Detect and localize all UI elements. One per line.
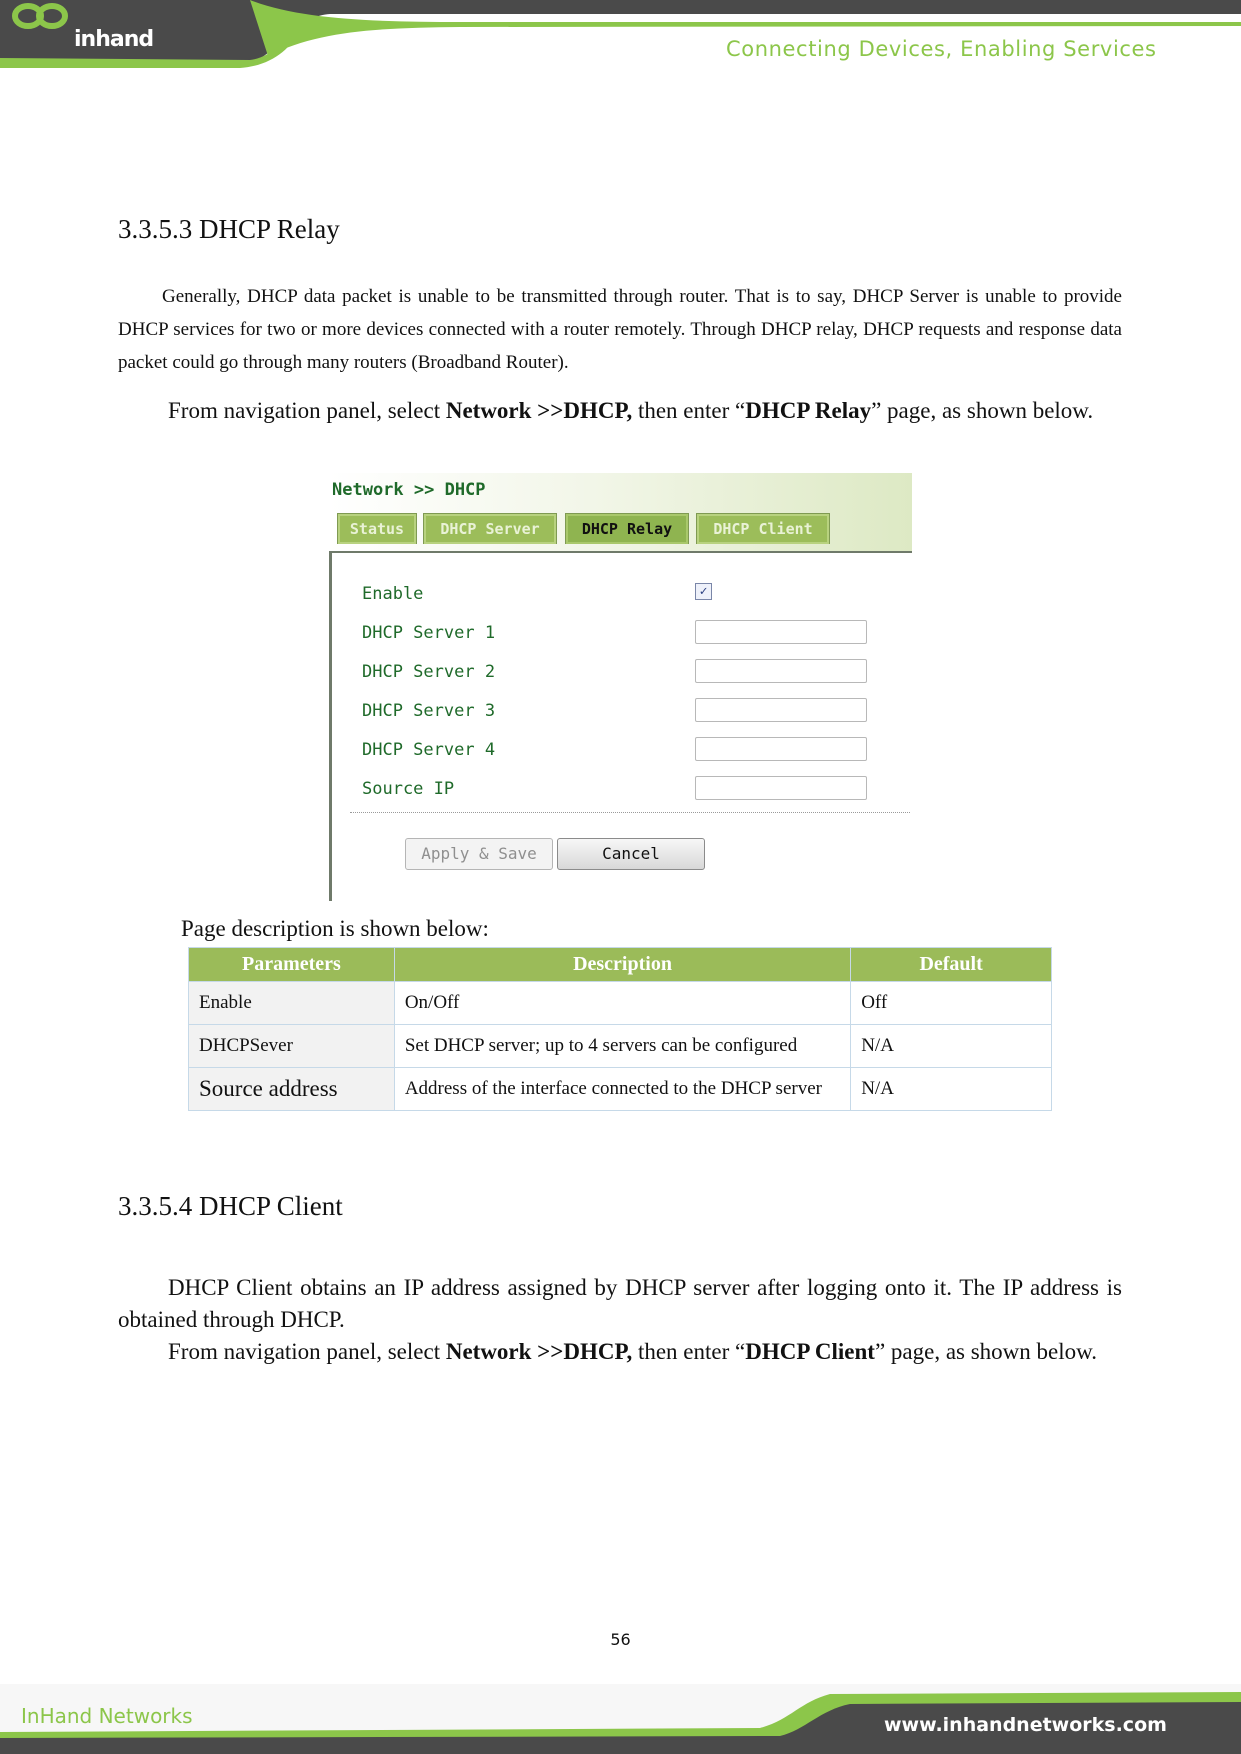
field-label-dhcp-server-1: DHCP Server 1 xyxy=(362,623,496,643)
parameter-table xyxy=(188,947,1052,1111)
inhand-logo-icon xyxy=(0,0,80,56)
page-header xyxy=(0,0,1241,70)
apply-save-button[interactable]: Apply & Save xyxy=(405,838,553,870)
header-default: Default xyxy=(851,948,1052,982)
table-row xyxy=(189,1025,1052,1068)
figure-header xyxy=(329,473,912,551)
table-row xyxy=(189,982,1052,1025)
dhcp-server-3-input[interactable] xyxy=(695,698,867,722)
section-heading-dhcp-client: 3.3.5.4 DHCP Client xyxy=(118,1191,343,1221)
relay-nav-paragraph xyxy=(118,395,1122,427)
tab-dhcp-client[interactable]: DHCP Client xyxy=(696,513,830,544)
relay-nav-mid: then enter “ xyxy=(632,398,746,423)
table-row xyxy=(189,1068,1052,1111)
client-nav-path: Network >>DHCP, xyxy=(445,1339,633,1364)
relay-nav-page: DHCP Relay xyxy=(745,398,872,423)
param-cell: Source address xyxy=(189,1068,395,1111)
header-description: Description xyxy=(394,948,850,982)
footer-website-link[interactable]: www.inhandnetworks.com xyxy=(884,1714,1167,1736)
tab-status[interactable]: Status xyxy=(337,513,417,544)
figure-breadcrumb: Network >> DHCP xyxy=(332,480,486,500)
field-label-source-ip: Source IP xyxy=(362,779,455,799)
cancel-button[interactable]: Cancel xyxy=(557,838,705,870)
tab-dhcp-server[interactable]: DHCP Server xyxy=(423,513,557,544)
footer-company: InHand Networks xyxy=(21,1704,193,1728)
desc-cell: Address of the interface connected to the DHCP server xyxy=(394,1068,850,1111)
tab-dhcp-relay[interactable]: DHCP Relay xyxy=(565,513,689,544)
figure-form-panel xyxy=(329,551,912,901)
dhcp-relay-screenshot xyxy=(329,473,912,901)
dhcp-server-2-input[interactable] xyxy=(695,659,867,683)
client-nav-suffix: ” page, as shown below. xyxy=(874,1339,1097,1364)
field-label-dhcp-server-2: DHCP Server 2 xyxy=(362,662,496,682)
default-cell: N/A xyxy=(851,1025,1052,1068)
client-nav-prefix: From navigation panel, select xyxy=(168,1339,446,1364)
relay-nav-suffix: ” page, as shown below. xyxy=(871,398,1094,423)
header-parameters: Parameters xyxy=(189,948,395,982)
desc-cell: On/Off xyxy=(394,982,850,1025)
field-label-dhcp-server-4: DHCP Server 4 xyxy=(362,740,496,760)
page-number: 56 xyxy=(610,1630,631,1649)
relay-nav-prefix: From navigation panel, select xyxy=(168,398,446,423)
enable-checkbox[interactable]: ✓ xyxy=(695,583,712,600)
dhcp-server-1-input[interactable] xyxy=(695,620,867,644)
field-label-dhcp-server-3: DHCP Server 3 xyxy=(362,701,496,721)
form-separator xyxy=(350,812,910,813)
client-intro-paragraph: DHCP Client obtains an IP address assigned by DHCP server after logging onto it. The IP address is obtained through DHCP. xyxy=(118,1275,1122,1332)
field-label-enable: Enable xyxy=(362,584,424,604)
table-caption: Page description is shown below: xyxy=(181,916,489,941)
desc-cell: Set DHCP server; up to 4 servers can be configured xyxy=(394,1025,850,1068)
section-heading-dhcp-relay: 3.3.5.3 DHCP Relay xyxy=(118,214,340,244)
page-footer xyxy=(0,1684,1241,1754)
logo-text: inhand xyxy=(74,27,154,52)
client-nav-mid: then enter “ xyxy=(632,1339,746,1364)
header-tagline: Connecting Devices, Enabling Services xyxy=(726,37,1157,61)
client-nav-paragraph xyxy=(118,1336,1122,1368)
relay-intro-paragraph: Generally, DHCP data packet is unable to be transmitted through router. That is to say, DHCP Server is unable to provide DHCP services for two or more devices connected with a router remotely. Through DHCP relay, DHCP requests and response data packet could go through many routers (Broadband Router). xyxy=(118,286,1122,373)
table-header-row xyxy=(189,948,1052,982)
source-ip-input[interactable] xyxy=(695,776,867,800)
relay-nav-path: Network >>DHCP, xyxy=(445,398,633,423)
param-cell: Enable xyxy=(189,982,395,1025)
default-cell: N/A xyxy=(851,1068,1052,1111)
client-nav-page: DHCP Client xyxy=(745,1339,875,1364)
param-cell: DHCPSever xyxy=(189,1025,395,1068)
default-cell: Off xyxy=(851,982,1052,1025)
dhcp-server-4-input[interactable] xyxy=(695,737,867,761)
